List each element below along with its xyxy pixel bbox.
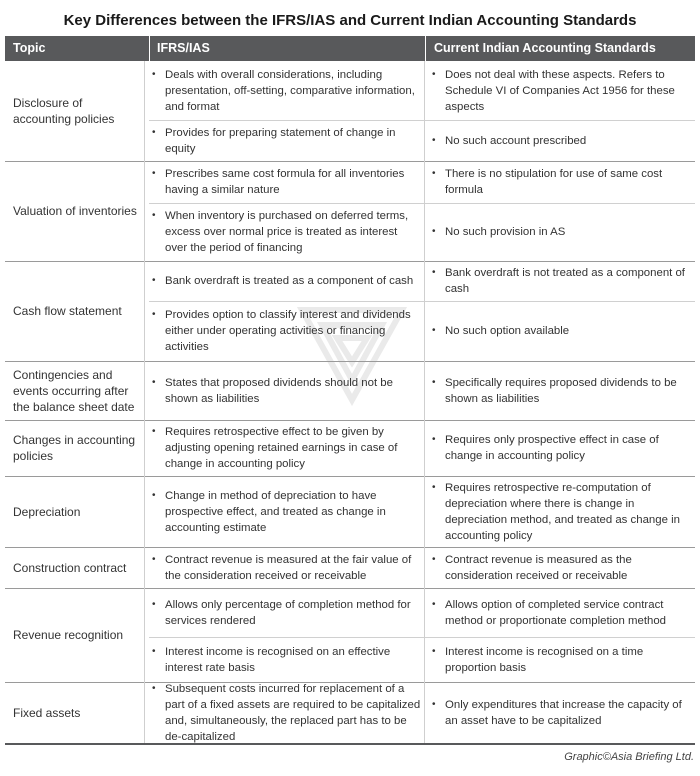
table-bottom-rule <box>5 743 695 745</box>
indian-standards-cell <box>429 361 693 420</box>
cell-text: States that proposed dividends should not be shown as liabilities <box>165 376 393 405</box>
ifrs-cell <box>149 476 421 547</box>
ifrs-cell <box>149 120 421 161</box>
bullet-icon: • <box>432 168 436 179</box>
section-divider <box>5 476 695 477</box>
table-header <box>5 36 695 61</box>
indian-standards-cell <box>429 203 693 261</box>
ifrs-cell <box>149 203 421 261</box>
column-divider <box>144 61 145 744</box>
cell-text: Allows only percentage of completion method for services rendered <box>165 598 411 627</box>
section-divider <box>5 547 695 548</box>
cell-text: Bank overdraft is not treated as a component of cash <box>445 267 685 295</box>
cell-text: No such provision in AS <box>445 226 566 238</box>
bullet-icon: • <box>432 599 436 610</box>
indian-standards-cell <box>429 637 693 682</box>
bullet-icon: • <box>152 599 156 610</box>
cell-text: Provides for preparing statement of change in equity <box>165 126 396 155</box>
cell-text: Bank overdraft is treated as a component of cash <box>165 275 414 287</box>
column-header-indian: Current Indian Accounting Standards <box>434 41 656 55</box>
ifrs-cell <box>149 61 421 120</box>
cell-text: Contract revenue is measured at the fair value of the consideration received or receivable <box>165 553 412 582</box>
indian-standards-cell <box>429 120 693 161</box>
bullet-icon: • <box>152 127 156 138</box>
column-header-topic: Topic <box>13 41 46 55</box>
cell-text: Requires retrospective re-computation of depreciation where there is change in depreciation method, and treated as change in accounting policy <box>445 481 680 542</box>
bullet-icon: • <box>152 275 156 286</box>
bullet-icon: • <box>432 69 436 80</box>
indian-standards-cell <box>429 161 693 203</box>
cell-text: Requires only prospective effect in case of change in accounting policy <box>445 434 659 462</box>
section-divider <box>5 161 695 162</box>
cell-text: Interest income is recognised on a time proportion basis <box>445 645 644 674</box>
ifrs-cell <box>149 420 421 476</box>
bullet-icon: • <box>152 490 156 501</box>
indian-standards-cell <box>429 61 693 120</box>
ifrs-cell <box>149 682 421 743</box>
section-divider <box>5 588 695 589</box>
graphic-credit: Graphic©Asia Briefing Ltd. <box>564 751 694 763</box>
row-divider <box>149 637 695 638</box>
section-divider <box>5 682 695 683</box>
indian-standards-cell <box>429 301 693 361</box>
bullet-icon: • <box>152 69 156 80</box>
page-title: Key Differences between the IFRS/IAS and Current Indian Accounting Standards <box>63 12 637 29</box>
bullet-icon: • <box>432 325 436 336</box>
bullet-icon: • <box>152 210 156 221</box>
column-divider <box>424 61 425 744</box>
cell-text: Deals with overall considerations, including presentation, off-setting, comparative information, and format <box>165 68 415 113</box>
row-topic: Cash flow statement <box>13 304 122 318</box>
bullet-icon: • <box>152 554 156 565</box>
cell-text: When inventory is purchased on deferred terms, excess over normal price is treated as interest over the period of financing <box>165 210 409 254</box>
cell-text: Change in method of depreciation to have prospective effect, and treated as change in accounting estimate <box>165 489 386 534</box>
indian-standards-cell <box>429 682 693 743</box>
bullet-icon: • <box>432 699 436 710</box>
cell-text: Only expenditures that increase the capacity of an asset have to be capitalized <box>445 698 682 727</box>
column-header-ifrs: IFRS/IAS <box>157 41 210 55</box>
row-topic: Fixed assets <box>13 705 81 720</box>
cell-text: Prescribes same cost formula for all inventories having a similar nature <box>165 168 405 196</box>
row-topic: Disclosure of accounting policies <box>13 96 115 126</box>
indian-standards-cell <box>429 547 693 588</box>
row-topic: Revenue recognition <box>13 628 124 642</box>
bullet-icon: • <box>432 135 436 146</box>
cell-text: Specifically requires proposed dividends to be shown as liabilities <box>445 376 677 405</box>
ifrs-cell <box>149 261 421 301</box>
cell-text: Allows option of completed service contract method or proportionate completion method <box>445 598 666 627</box>
bullet-icon: • <box>432 482 436 493</box>
section-divider <box>5 420 695 421</box>
cell-text: Subsequent costs incurred for replacement of a part of a fixed assets are required to be capitalized and, simultaneously, the replaced part has to be de-capitalized <box>165 682 421 743</box>
section-divider <box>5 361 695 362</box>
indian-standards-cell <box>429 420 693 476</box>
bullet-icon: • <box>432 434 436 445</box>
bullet-icon: • <box>152 309 156 320</box>
cell-text: Does not deal with these aspects. Refers to Schedule VI of Companies Act 1956 for these aspects <box>445 68 675 113</box>
cell-text: Contract revenue is measured as the consideration received or receivable <box>445 553 632 582</box>
bullet-icon: • <box>432 226 436 237</box>
row-divider <box>149 301 695 302</box>
cell-text: Requires retrospective effect to be given by adjusting opening retained earnings in case of change in accounting policy <box>165 426 398 470</box>
ifrs-cell <box>149 361 421 420</box>
ifrs-cell <box>149 547 421 588</box>
bullet-icon: • <box>152 426 156 437</box>
indian-standards-cell <box>429 588 693 637</box>
row-topic: Depreciation <box>13 504 81 519</box>
row-divider <box>149 203 695 204</box>
row-topic: Contingencies and events occurring after the balance sheet date <box>13 367 135 414</box>
ifrs-cell <box>149 637 421 682</box>
row-topic: Valuation of inventories <box>13 204 137 218</box>
cell-text: No such account prescribed <box>445 134 587 147</box>
bullet-icon: • <box>152 168 156 179</box>
cell-text: Interest income is recognised on an effective interest rate basis <box>165 645 391 674</box>
header-divider <box>425 36 426 61</box>
section-divider <box>5 261 695 262</box>
bullet-icon: • <box>432 377 436 388</box>
row-topic: Changes in accounting policies <box>13 433 136 463</box>
cell-text: There is no stipulation for use of same cost formula <box>445 168 663 196</box>
indian-standards-cell <box>429 476 693 547</box>
header-divider <box>149 36 150 61</box>
row-topic: Construction contract <box>13 560 127 575</box>
ifrs-cell <box>149 161 421 203</box>
ifrs-cell <box>149 301 421 361</box>
indian-standards-cell <box>429 261 693 301</box>
bullet-icon: • <box>432 554 436 565</box>
ifrs-cell <box>149 588 421 637</box>
bullet-icon: • <box>432 267 436 278</box>
cell-text: Provides option to classify interest and dividends either under operating activities or financing activities <box>165 309 411 353</box>
bullet-icon: • <box>152 683 156 694</box>
bullet-icon: • <box>432 646 436 657</box>
row-divider <box>149 120 695 121</box>
cell-text: No such option available <box>445 325 570 337</box>
bullet-icon: • <box>152 377 156 388</box>
bullet-icon: • <box>152 646 156 657</box>
